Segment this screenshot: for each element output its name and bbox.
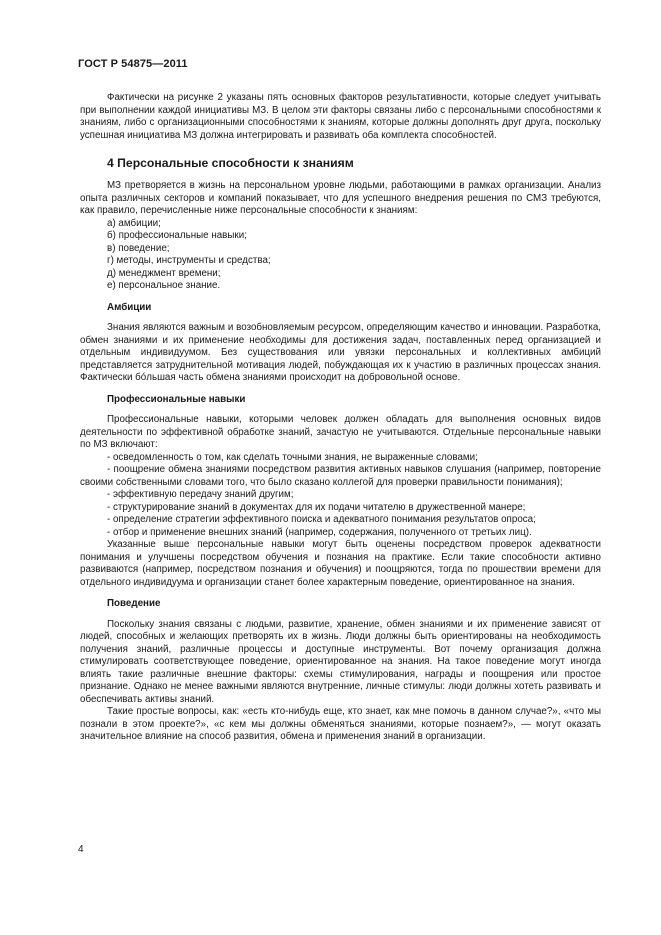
capabilities-list: [80, 218, 601, 293]
list-item: д) менеджмент времени;: [107, 267, 221, 279]
list-item: - отбор и применение внешних знаний (например, содержания, полученного от третьих лиц).: [107, 526, 532, 538]
skills-list: [80, 452, 601, 540]
skills-intro: Профессиональные навыки, которыми человек должен обладать для выполнения основных видов деятельности по эффективной обработке знаний, зачастую не учитываются. Отдельные персональные навыки по МЗ включают:: [80, 414, 601, 450]
section-4-intro: МЗ претворяется в жизнь на персональном уровне людьми, работающими в рамках организации. Анализ опыта различных секторов и компаний показывает, что для успешного внедрения решения по СМЗ требуются, как правило, перечисленные ниже персональные способности к знаниям:: [80, 180, 601, 216]
page-number: 4: [78, 844, 84, 855]
list-item: в) поведение;: [107, 242, 170, 254]
list-item: - структурирование знаний в документах для их подачи читателю в дружественной манере;: [107, 501, 526, 513]
section-4-heading: 4 Персональные способности к знаниям: [107, 156, 354, 170]
behavior-paragraph-2: Такие простые вопросы, как: «есть кто-нибудь еще, кто знает, как мне помочь в данном случае?», «что мы познали в этом проекте?», «с кем мы должны обменяться знаниями, которые познаем?», — могут оказать значительное влияние на способ развития, обмена и применения знаний в организации.: [80, 706, 601, 742]
document-header: ГОСТ Р 54875—2011: [78, 58, 188, 70]
ambitions-paragraph: Знания являются важным и возобновляемым ресурсом, определяющим качество и инновации. Разработка, обмен знаниями и их применение необходимы для достижения задач, поставленных перед организацией и отдельным индивидуумом. Без существования или увязки персональных и коллективных амбиций представляется затруднительной мотивация людей, побуждающая их к участию в различных процессах знания. Фактически бо́льшая часть обмена знаниями происходит на добровольной основе.: [80, 322, 601, 383]
behavior-paragraph-1: Поскольку знания связаны с людьми, развитие, хранение, обмен знаниями и их применение зависят от людей, способных и желающих претворять их в жизнь. Люди должны быть ориентированы на необходимость получения знаний, различные процессы и доступные инструменты. Вот почему организация должна стимулировать соответствующее поведение, ориентированное на знания. На такое поведение могут иногда влиять такие различные внешние факторы: схемы стимулирования, награды и поощрения или простое признание. Однако не менее важными являются внутренние, личные стимулы: люди должны хотеть развивать и обеспечивать активы знаний.: [80, 618, 601, 705]
behavior-heading: Поведение: [107, 598, 161, 609]
list-item: б) профессиональные навыки;: [107, 230, 247, 241]
list-item: - эффективную передачу знаний другим;: [107, 489, 294, 500]
list-item: - поощрение обмена знаниями посредством развития активных навыков слушания (например, повторение своими собственными словами того, что было сказано коллегой для проверки правильности понимания);: [80, 464, 601, 488]
list-item: - осведомленность о том, как сделать точными знания, не выраженные словами;: [107, 451, 478, 463]
intro-paragraph: Фактически на рисунке 2 указаны пять основных факторов результативности, которые следует учитывать при выполнении каждой инициативы МЗ. В целом эти факторы связаны либо с персональными способностями к знаниям, либо с организационными способностями к знаниям, которые должны дополнять друг друга, поскольку успешная инициатива МЗ должна интегрировать и развивать оба комплекта способностей.: [80, 92, 601, 141]
skills-heading: Профессиональные навыки: [107, 393, 246, 405]
page-content: [80, 92, 601, 744]
list-item: - определение стратегии эффективного поиска и адекватного понимания результатов опроса;: [107, 514, 536, 525]
list-item: е) персональное знание.: [107, 280, 221, 291]
ambitions-heading: Амбиции: [107, 301, 152, 313]
list-item: а) амбиции;: [107, 217, 161, 229]
list-item: г) методы, инструменты и средства;: [107, 255, 271, 266]
skills-conclusion: Указанные выше персональные навыки могут быть оценены посредством проверок адекватности понимания и улучшены посредством обучения и познания на практике. Если такие способности активно развиваются (например, посредством познания и обучения) и поощряются, тогда по прошествии времени для отдельного индивидуума и организации станет более характерным поведение, ориентированное на знания.: [80, 539, 601, 588]
